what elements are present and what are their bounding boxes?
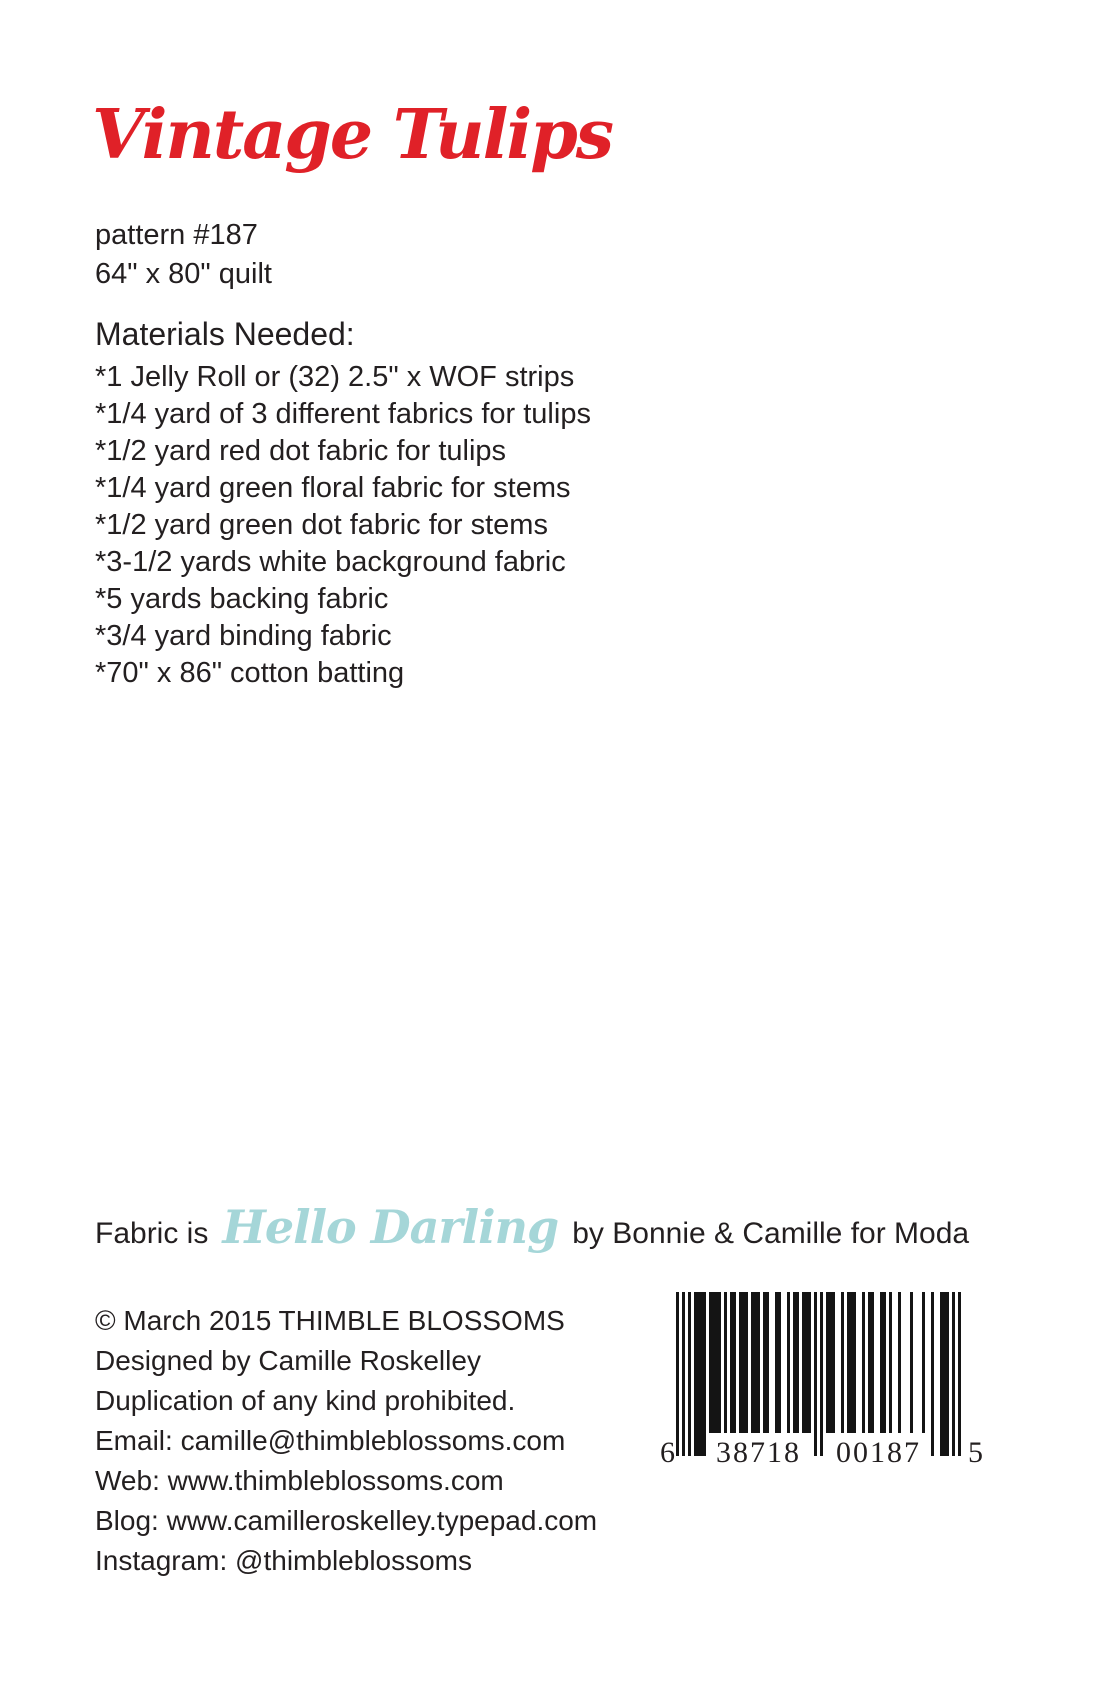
barcode-bar xyxy=(826,1292,835,1433)
barcode-bar xyxy=(952,1292,955,1456)
quilt-size: 64" x 80" quilt xyxy=(95,258,272,290)
blog-line: Blog: www.camilleroskelley.typepad.com xyxy=(95,1505,598,1536)
fabric-credit-prefix: Fabric is xyxy=(95,1217,209,1250)
publisher-info xyxy=(95,1301,597,1581)
materials-list xyxy=(95,359,591,692)
materials-heading: Materials Needed: xyxy=(95,316,355,352)
barcode-bar xyxy=(793,1292,799,1433)
barcode-bar xyxy=(880,1292,886,1433)
barcode-bar xyxy=(922,1292,925,1433)
pattern-meta xyxy=(95,216,272,294)
barcode-bar xyxy=(931,1292,934,1456)
material-item: *70" x 86" cotton batting xyxy=(95,657,405,689)
pattern-title: Vintage Tulips xyxy=(92,95,613,175)
barcode-bar xyxy=(940,1292,949,1456)
barcode-digit-left-outer: 6 xyxy=(660,1436,675,1469)
barcode-bar xyxy=(730,1292,736,1433)
barcode-bar xyxy=(787,1292,790,1433)
barcode-bar xyxy=(910,1292,913,1433)
barcode-digits-right: 00187 xyxy=(836,1436,921,1469)
material-item: *1 Jelly Roll or (32) 2.5" x WOF strips xyxy=(95,361,575,393)
material-item: *1/4 yard green floral fabric for stems xyxy=(95,472,571,504)
barcode-bar xyxy=(739,1292,748,1433)
barcode-bar xyxy=(889,1292,892,1433)
web-line: Web: www.thimbleblossoms.com xyxy=(95,1465,504,1496)
barcode-bar xyxy=(820,1292,823,1456)
barcode-bar xyxy=(775,1292,781,1433)
barcode-digit-right-outer: 5 xyxy=(968,1436,983,1469)
barcode-bar xyxy=(862,1292,865,1433)
barcode-bar xyxy=(751,1292,760,1433)
barcode-bar xyxy=(898,1292,901,1433)
barcode-bar xyxy=(724,1292,727,1433)
fabric-credit-suffix: by Bonnie & Camille for Moda xyxy=(572,1217,970,1250)
barcode-bar xyxy=(709,1292,721,1433)
barcode-bar xyxy=(958,1292,961,1456)
fabric-collection-name: Hello Darling xyxy=(222,1200,559,1254)
barcode-bar xyxy=(694,1292,706,1456)
material-item: *1/2 yard green dot fabric for stems xyxy=(95,509,548,541)
barcode xyxy=(660,1292,1005,1474)
barcode-bar xyxy=(676,1292,679,1456)
barcode-bar xyxy=(682,1292,685,1456)
barcode-digits-left: 38718 xyxy=(716,1436,801,1469)
barcode-bar xyxy=(802,1292,811,1433)
material-item: *5 yards backing fabric xyxy=(95,583,389,615)
barcode-bar xyxy=(847,1292,856,1433)
barcode-bar xyxy=(763,1292,769,1433)
copyright-line: © March 2015 THIMBLE BLOSSOMS xyxy=(95,1305,565,1336)
barcode-bar xyxy=(868,1292,874,1433)
material-item: *1/2 yard red dot fabric for tulips xyxy=(95,435,507,467)
material-item: *3-1/2 yards white background fabric xyxy=(95,546,566,578)
barcode-bar xyxy=(841,1292,844,1433)
material-item: *3/4 yard binding fabric xyxy=(95,620,392,652)
fabric-credit-line xyxy=(95,1200,969,1254)
materials-section xyxy=(95,314,591,692)
pattern-number: pattern #187 xyxy=(95,219,258,251)
duplication-line: Duplication of any kind prohibited. xyxy=(95,1385,516,1416)
barcode-bar xyxy=(688,1292,691,1456)
barcode-bar xyxy=(814,1292,817,1456)
designer-line: Designed by Camille Roskelley xyxy=(95,1345,481,1376)
material-item: *1/4 yard of 3 different fabrics for tulips xyxy=(95,398,591,430)
instagram-line: Instagram: @thimbleblossoms xyxy=(95,1545,473,1576)
email-line: Email: camille@thimbleblossoms.com xyxy=(95,1425,566,1456)
